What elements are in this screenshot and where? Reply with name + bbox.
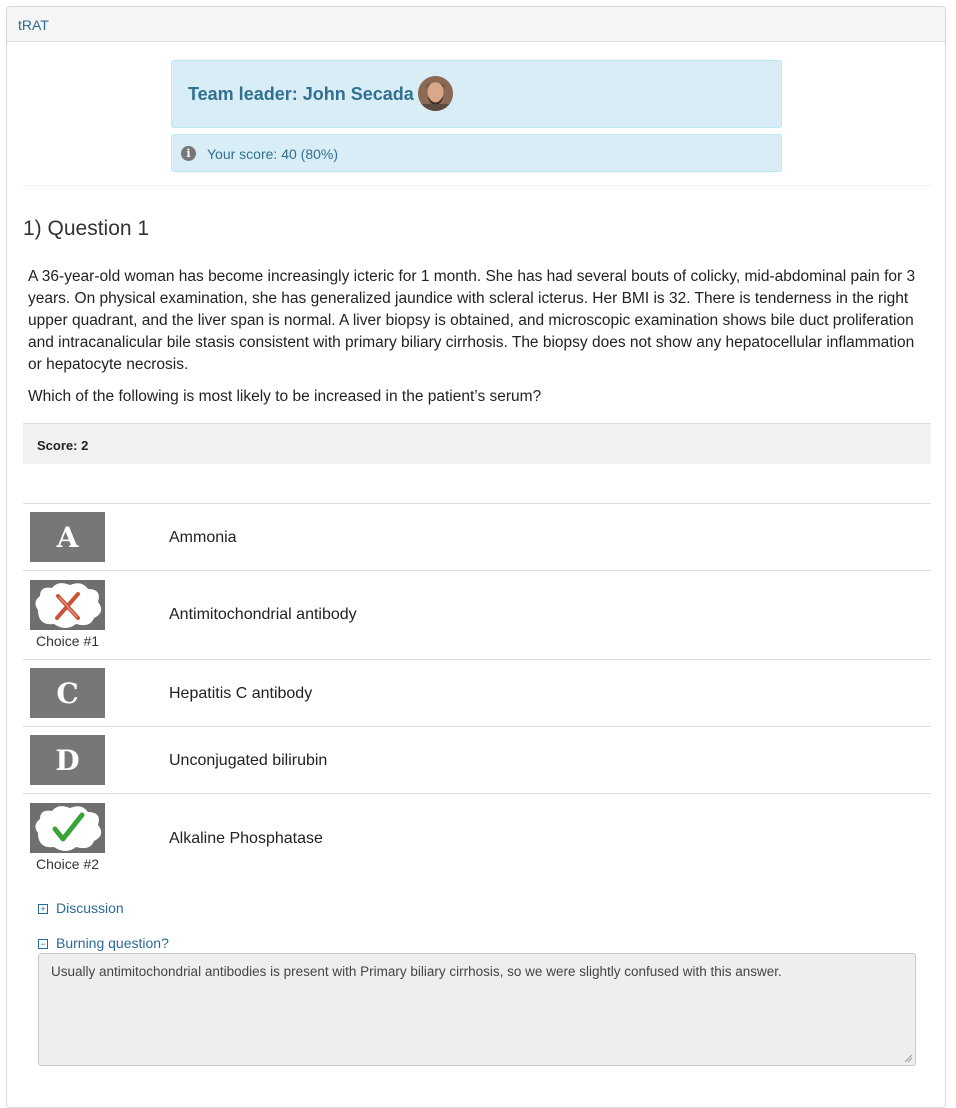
question-body: A 36-year-old woman has become increasingly icteric for 1 month. She has had several bouts of colicky, mid-abdominal pain for 3 years. On physical examination, she has generalized jaundice with scleral icterus. Her BMI is 32. There is tenderness in the right upper quadrant, and the liver span is normal. A liver biopsy is obtained, and microscopic examination shows bile duct proliferation and intracanalicular bile stasis consistent with primary biliary cirrhosis. The biopsy does not show any hepatocellular inflammation or hepatocyte necrosis. bbox=[28, 268, 916, 373]
panel-title: tRAT bbox=[18, 17, 49, 33]
burning-question-text: Usually antimitochondrial antibodies is present with Primary biliary cirrhosis, so we were slightly confused with this answer. bbox=[51, 964, 782, 979]
question-score-bar bbox=[23, 423, 931, 464]
burning-question-textarea[interactable] bbox=[38, 953, 916, 1066]
plus-box-icon: + bbox=[38, 904, 48, 914]
answer-text-c: Hepatitis C antibody bbox=[169, 685, 313, 702]
avatar bbox=[418, 76, 453, 111]
answer-text-a: Ammonia bbox=[169, 529, 237, 546]
resize-grip-icon[interactable] bbox=[904, 1054, 913, 1063]
team-leader-alert bbox=[171, 60, 782, 128]
answer-row-e[interactable] bbox=[23, 793, 931, 880]
panel-heading bbox=[7, 7, 945, 42]
answer-row-d[interactable] bbox=[23, 726, 931, 793]
answer-text-d: Unconjugated bilirubin bbox=[169, 752, 328, 769]
answer-tile-c[interactable]: C bbox=[30, 668, 105, 718]
answer-row-a[interactable] bbox=[23, 503, 931, 570]
burning-question-toggle[interactable] bbox=[38, 935, 169, 951]
choice-label-e: Choice #2 bbox=[36, 856, 100, 872]
answer-text-e: Alkaline Phosphatase bbox=[169, 830, 323, 847]
score-alert bbox=[171, 134, 782, 172]
trat-panel bbox=[6, 6, 946, 1108]
answer-row-b[interactable] bbox=[23, 570, 931, 659]
question-title: 1) Question 1 bbox=[23, 217, 150, 240]
answer-tile-d[interactable]: D bbox=[30, 735, 105, 785]
discussion-label: Discussion bbox=[56, 900, 124, 916]
team-leader-text: Team leader: John Secada bbox=[188, 84, 414, 104]
minus-box-icon: − bbox=[38, 939, 48, 949]
question-score: Score: 2 bbox=[37, 438, 89, 453]
question-prompt: Which of the following is most likely to be increased in the patient’s serum? bbox=[28, 388, 542, 405]
answer-tile-a[interactable]: A bbox=[30, 512, 105, 562]
divider bbox=[23, 185, 931, 186]
answer-row-c[interactable] bbox=[23, 659, 931, 726]
correct-check-tile bbox=[30, 803, 105, 853]
score-text: Your score: 40 (80%) bbox=[207, 146, 338, 162]
discussion-toggle[interactable] bbox=[38, 900, 124, 916]
burning-question-label: Burning question? bbox=[56, 935, 169, 951]
wrong-scratch-tile bbox=[30, 580, 105, 630]
answer-text-b: Antimitochondrial antibody bbox=[169, 606, 357, 623]
choice-label-b: Choice #1 bbox=[36, 633, 100, 649]
info-icon: i bbox=[181, 146, 196, 161]
